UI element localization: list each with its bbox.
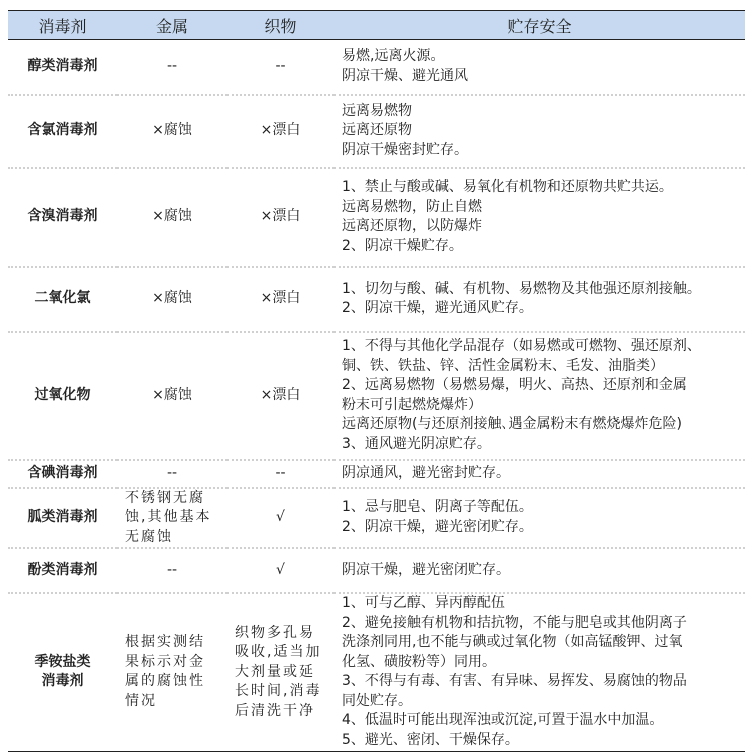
metal-effect-line: ×腐蚀 (152, 208, 192, 225)
table-row (8, 548, 745, 593)
disinfectant-name-cell (8, 488, 117, 549)
fabric-effect-line: √ (276, 509, 285, 525)
metal-effect-line: -- (166, 464, 178, 481)
table-header (8, 11, 745, 40)
disinfectant-name-line: 消毒剂 (41, 673, 84, 690)
fabric-effect-line: ×漂白 (260, 386, 301, 403)
storage-safety-cell (334, 548, 745, 593)
storage-safety-line: 1、不得与其他化学品混存（如易燃或可燃物、强还原剂、 (342, 338, 701, 354)
metal-effect-cell (117, 332, 227, 460)
metal-effect-line: ×腐蚀 (152, 122, 192, 139)
fabric-effect-line: √ (276, 561, 285, 578)
header-storage-safety: 贮存安全 (334, 11, 745, 40)
disinfectant-name-cell (8, 460, 117, 488)
fabric-effect-line: 后清洗干净 (235, 702, 315, 719)
table-row (8, 95, 745, 168)
storage-safety-line: 远离还原物 (342, 122, 412, 139)
fabric-effect-cell (227, 95, 334, 168)
storage-safety-cell (334, 267, 745, 332)
storage-safety-cell (334, 40, 745, 95)
disinfectant-name-line: 二氧化氯 (34, 290, 91, 307)
metal-effect-cell (117, 593, 227, 751)
fabric-effect-line: 吸收,适当加 (235, 644, 322, 660)
fabric-effect-cell (227, 267, 334, 332)
metal-effect-line: ×腐蚀 (152, 290, 192, 307)
metal-effect-line: ×腐蚀 (152, 386, 192, 403)
fabric-effect-cell (227, 40, 334, 95)
fabric-effect-line: 织物多孔易 (235, 624, 315, 641)
disinfectant-name-line: 含溴消毒剂 (27, 208, 98, 225)
disinfectant-name-line: 胍类消毒剂 (27, 509, 98, 525)
table-row (8, 40, 745, 95)
metal-effect-cell (117, 267, 227, 332)
storage-safety-line: 远离还原物，以防爆炸 (342, 218, 482, 234)
table-row (8, 168, 745, 267)
storage-safety-line: 1、可与乙醇、异丙醇配伍 (342, 595, 505, 612)
table-row (8, 488, 745, 549)
storage-safety-cell (334, 95, 745, 168)
header-disinfectant: 消毒剂 (8, 11, 117, 40)
storage-safety-line: 远离易燃物，防止自燃 (342, 198, 482, 215)
storage-safety-line: 2、阴凉干燥贮存。 (342, 237, 463, 254)
storage-safety-line: 2、避免接触有机物和拮抗物，不能与肥皂或其他阴离子 (342, 614, 687, 631)
metal-effect-line: 蚀,其他基本 (125, 509, 212, 525)
fabric-effect-line: 长时间,消毒 (235, 683, 322, 699)
table-body (8, 40, 745, 752)
metal-effect-cell (117, 548, 227, 593)
storage-safety-line: 远离还原物(与还原剂接触､遇金属粉末有燃烧爆炸危险) (342, 416, 682, 432)
metal-effect-cell (117, 168, 227, 267)
disinfectant-name-line: 过氧化物 (34, 386, 91, 403)
storage-safety-line: 粉末可引起燃烧爆炸） (342, 396, 482, 413)
fabric-effect-cell (227, 460, 334, 488)
storage-safety-line: 化氢、磺胺粉等）同用。 (342, 653, 496, 670)
storage-safety-cell (334, 593, 745, 751)
fabric-effect-cell (227, 548, 334, 593)
table-row (8, 460, 745, 488)
header-row (8, 11, 745, 40)
disinfectant-name-line: 酚类消毒剂 (27, 561, 98, 578)
disinfectant-name-line: 含氯消毒剂 (27, 122, 98, 139)
storage-safety-line: 4、低温时可能出现浑浊或沉淀,可置于温水中加温。 (342, 712, 664, 729)
metal-effect-cell (117, 40, 227, 95)
metal-effect-line: 属的腐蚀性 (125, 673, 205, 690)
fabric-effect-line: ×漂白 (260, 208, 301, 225)
metal-effect-line: -- (166, 58, 178, 74)
disinfectant-name-cell (8, 95, 117, 168)
disinfectant-storage-table (8, 10, 745, 752)
storage-safety-line: 同处贮存。 (342, 692, 412, 709)
storage-safety-line: 2、远离易燃物（易燃易爆，明火、高热、还原剂和金属 (342, 377, 687, 393)
storage-safety-line: 1、忌与肥皂、阴离子等配伍。 (342, 499, 533, 516)
disinfectant-name-line: 醇类消毒剂 (27, 58, 98, 74)
storage-safety-line: 洗涤剂同用,也不能与碘或过氧化物（如高锰酸钾、过氧 (342, 634, 683, 651)
fabric-effect-cell (227, 168, 334, 267)
table-row (8, 593, 745, 751)
disinfectant-name-cell (8, 548, 117, 593)
disinfectant-name-cell (8, 332, 117, 460)
metal-effect-cell (117, 95, 227, 168)
storage-safety-line: 阴凉干燥，避光密闭贮存。 (342, 561, 510, 578)
fabric-effect-cell (227, 488, 334, 549)
storage-safety-line: 2、阴凉干燥，避光密闭贮存。 (342, 518, 533, 535)
storage-safety-cell (334, 332, 745, 460)
storage-safety-cell (334, 168, 745, 267)
metal-effect-line: 无腐蚀 (125, 528, 173, 545)
header-metal: 金属 (117, 11, 227, 40)
storage-safety-cell (334, 488, 745, 549)
storage-safety-line: 5、避光、密闭、干燥保存。 (342, 731, 519, 748)
disinfectant-name-line: 季铵盐类 (34, 653, 91, 670)
table-row (8, 267, 745, 332)
storage-safety-line: 阴凉干燥、避光通风 (342, 67, 468, 84)
metal-effect-line: 果标示对金 (125, 653, 205, 670)
fabric-effect-line: 大剂量或延 (235, 663, 315, 680)
disinfectant-name-cell (8, 267, 117, 332)
disinfectant-name-cell (8, 168, 117, 267)
storage-safety-line: 1、禁止与酸或碱、易氧化有机物和还原物共贮共运。 (342, 179, 673, 195)
disinfectant-name-line: 含碘消毒剂 (27, 464, 98, 481)
fabric-effect-line: -- (275, 464, 286, 481)
metal-effect-line: 情况 (125, 692, 157, 709)
fabric-effect-cell (227, 332, 334, 460)
storage-safety-cell (334, 460, 745, 488)
metal-effect-line: 不锈钢无腐 (125, 489, 205, 506)
metal-effect-cell (117, 460, 227, 488)
storage-safety-line: 2、阴凉干燥，避光通风贮存。 (342, 300, 533, 316)
disinfectant-name-cell (8, 40, 117, 95)
storage-safety-line: 3、通风避光阴凉贮存。 (342, 435, 491, 452)
storage-safety-line: 3、不得与有毒、有害、有异味、易挥发、易腐蚀的物品 (342, 673, 687, 690)
fabric-effect-line: ×漂白 (260, 290, 301, 307)
storage-safety-line: 铜、铁、铁盐、锌、活性金属粉末、毛发、油脂类） (342, 357, 664, 374)
fabric-effect-line: ×漂白 (260, 122, 301, 139)
storage-safety-line: 阴凉干燥密封贮存。 (342, 141, 468, 158)
fabric-effect-line: -- (275, 58, 286, 74)
storage-safety-line: 阴凉通风，避光密封贮存。 (342, 464, 510, 481)
metal-effect-cell (117, 488, 227, 549)
storage-safety-line: 1、切勿与酸、碱、有机物、易燃物及其他强还原剂接触。 (342, 280, 701, 297)
disinfectant-name-cell (8, 593, 117, 751)
metal-effect-line: 根据实测结 (125, 634, 205, 651)
header-fabric: 织物 (227, 11, 334, 40)
fabric-effect-cell (227, 593, 334, 751)
storage-safety-line: 易燃,远离火源。 (342, 48, 445, 65)
metal-effect-line: -- (166, 561, 178, 578)
storage-safety-line: 远离易燃物 (342, 102, 412, 119)
table-row (8, 332, 745, 460)
